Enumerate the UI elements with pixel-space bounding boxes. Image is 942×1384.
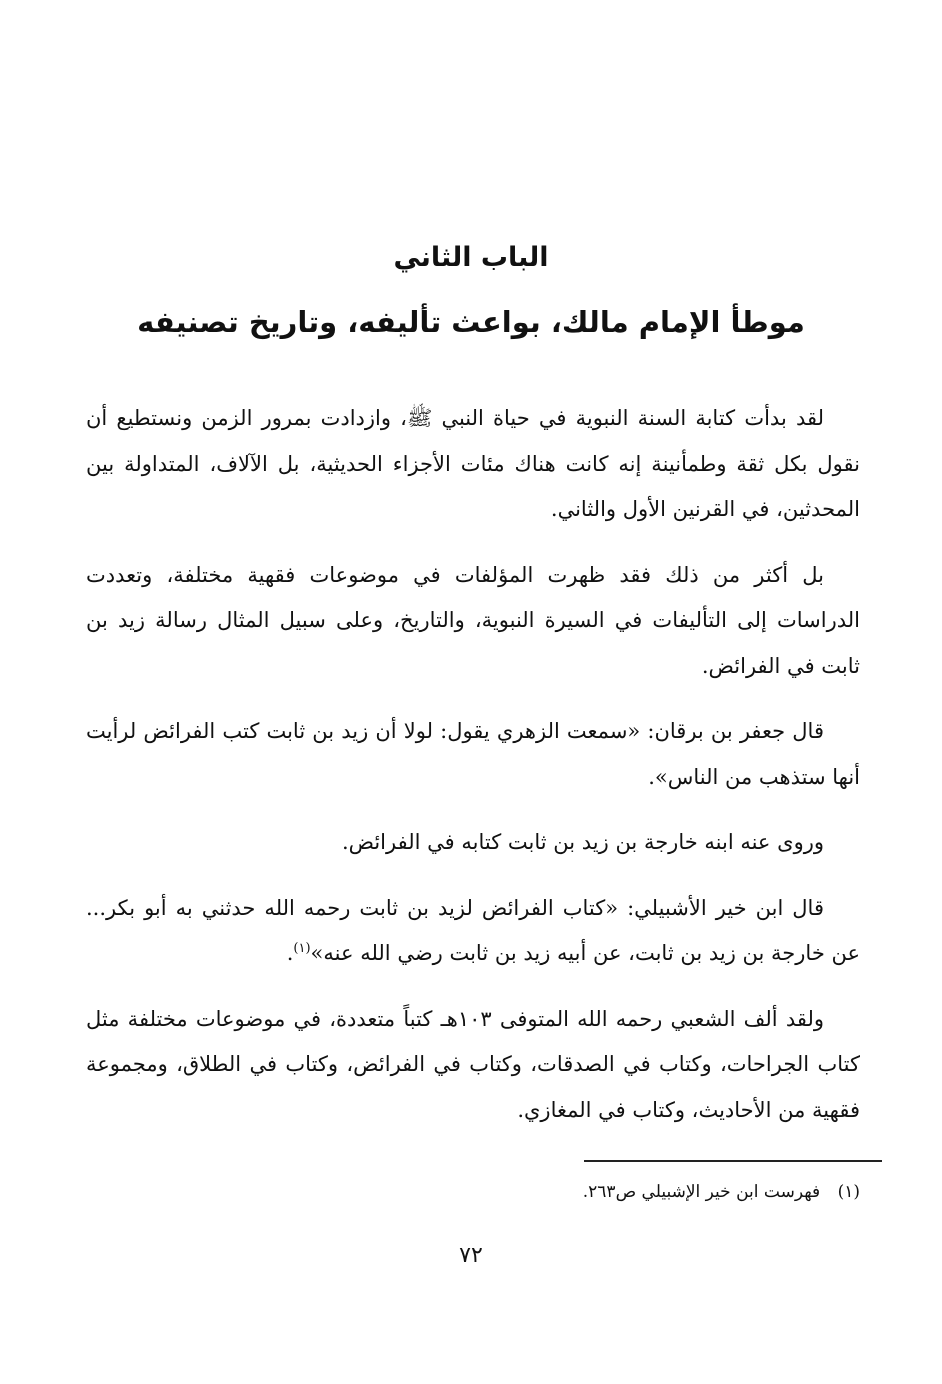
footnote — [420, 1178, 860, 1206]
footnote-divider — [584, 1160, 882, 1162]
paragraph-4: وروى عنه ابنه خارجة بن زيد بن ثابت كتابه في الفرائض. — [341, 830, 824, 854]
paragraph-6: ولقد ألف الشعبي رحمه الله المتوفى ١٠٣هـ كتباً متعددة، في موضوعات مختلفة مثل كتاب الجراحات، وكتاب في الصدقات، وكتاب في الفرائض، وكتاب في الطلاق، ومجموعة فقهية من الأحاديث، وكتاب في المغازي. — [86, 1006, 860, 1122]
paragraph-5-end: . — [286, 941, 294, 965]
paragraph-5 — [86, 886, 860, 977]
chapter-title: موطأ الإمام مالك، بواعث تأليفه، وتاريخ تصنيفه — [137, 305, 805, 339]
paragraph-5-text: قال ابن خير الأشبيلي: «كتاب الفرائض لزيد بن ثابت رحمه الله حدثني به أبو بكر... عن خارجة بن زيد بن ثابت، عن أبيه زيد بن ثابت رضي الله عنه» — [86, 895, 860, 965]
body-text — [86, 396, 860, 1153]
footnote-marker: (١) — [837, 1182, 860, 1202]
paragraph-3: قال جعفر بن برقان: «سمعت الزهري يقول: لولا أن زيد بن ثابت كتب الفرائض لرأيت أنها ستذهب من الناس». — [86, 719, 860, 789]
footnote-text: فهرست ابن خير الإشبيلي ص٢٦٣. — [582, 1182, 821, 1202]
page-number: ٧٢ — [459, 1243, 483, 1268]
paragraph-2: بل أكثر من ذلك فقد ظهرت المؤلفات في موضوعات فقهية مختلفة، وتعددت الدراسات إلى التأليفات في السيرة النبوية، والتاريخ، وعلى سبيل المثال رسالة زيد بن ثابت في الفرائض. — [86, 562, 860, 678]
chapter-heading: الباب الثاني — [393, 242, 549, 273]
footnote-reference[interactable]: (١) — [293, 941, 311, 956]
paragraph-1: لقد بدأت كتابة السنة النبوية في حياة النبي ﷺ، وازدادت بمرور الزمن ونستطيع أن نقول بكل ثقة وطمأنينة إنه كانت هناك مئات الأجزاء الحديثية، بل الآلاف، المتداولة بين المحدثين، في القرنين الأول والثاني. — [86, 406, 860, 521]
